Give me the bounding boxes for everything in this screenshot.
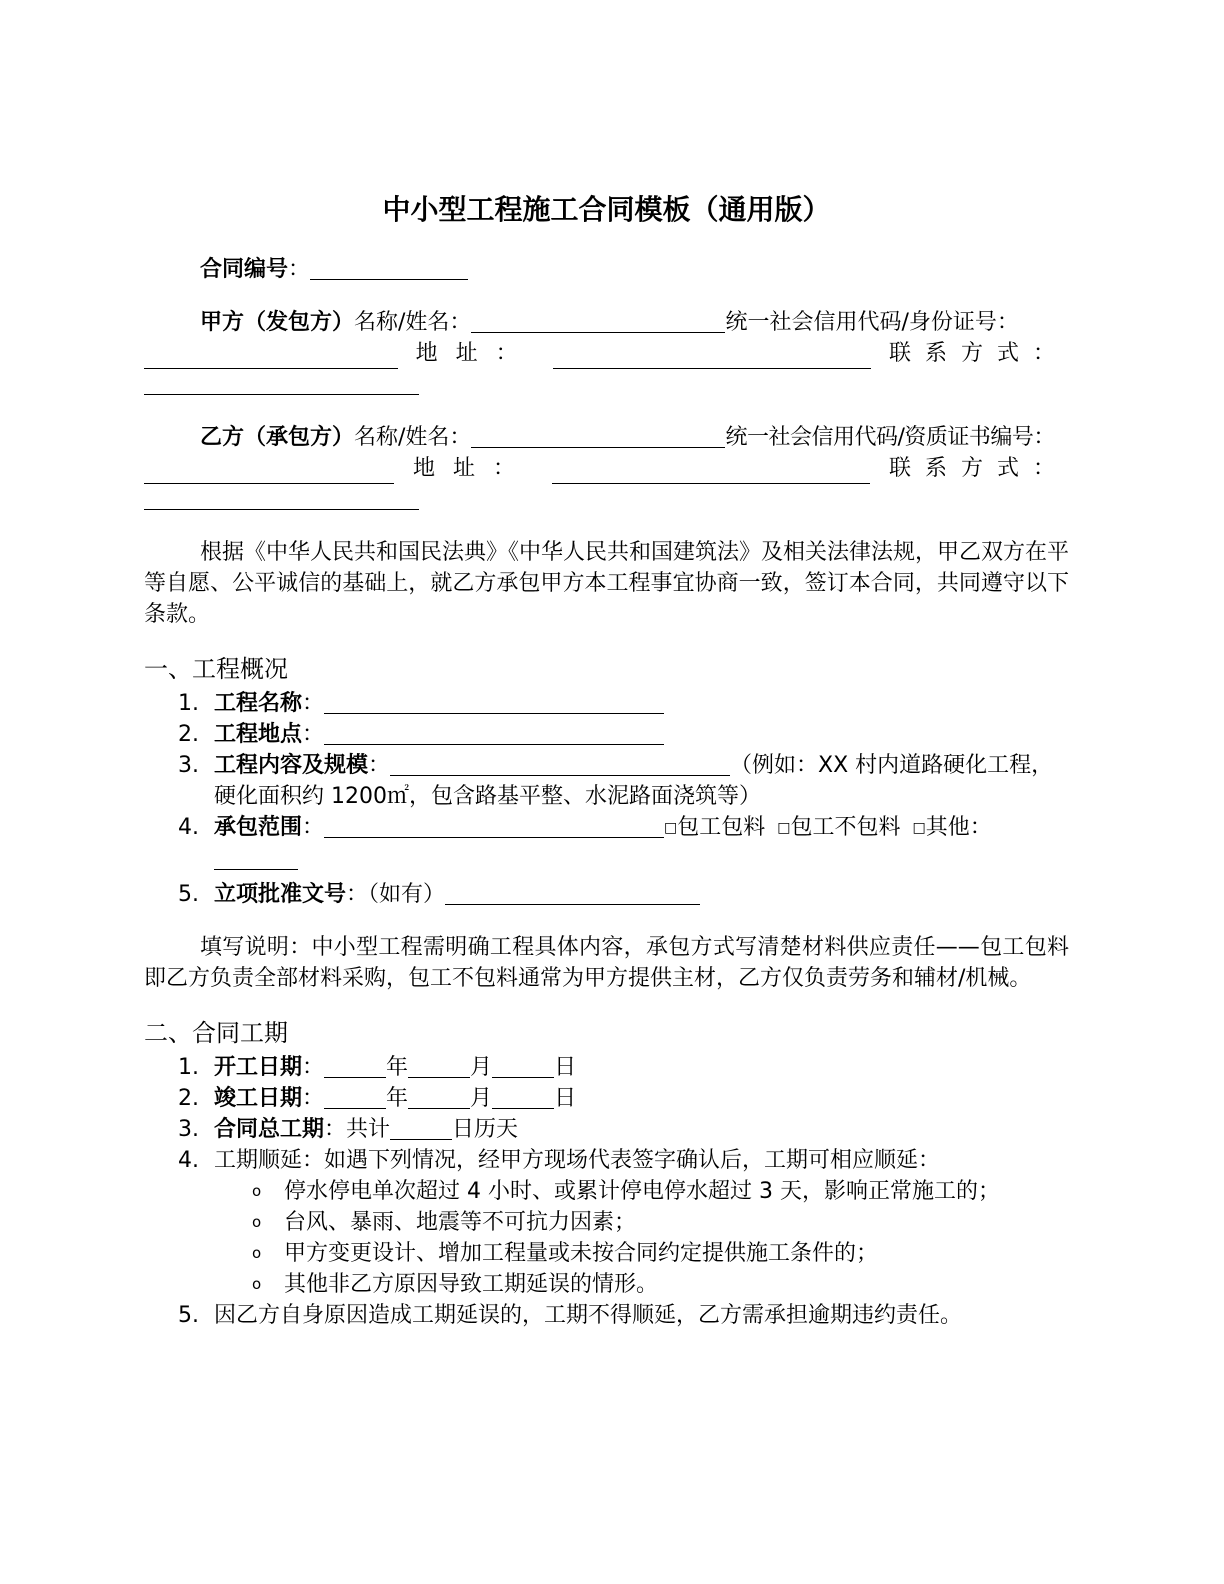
section-2-list <box>144 1052 1069 1176</box>
party-a-name-blank[interactable] <box>471 310 725 333</box>
list-item: 5. 立项批准文号：（如有） <box>144 879 1069 910</box>
list-item: 3. 合同总工期：共计 日历天 <box>178 1117 519 1142</box>
start-year-blank[interactable] <box>324 1055 386 1078</box>
party-a-line-3 <box>144 369 1069 400</box>
preamble-paragraph: 根据《中华人民共和国民法典》《中华人民共和国建筑法》及相关法律法规，甲乙双方在平等自愿、公平诚信的基础上，就乙方承包甲方本工程事宜协商一致，签订本合同，共同遵守以下条款。 <box>144 540 1070 627</box>
contract-number-blank[interactable] <box>310 257 468 280</box>
start-day-blank[interactable] <box>492 1055 554 1078</box>
start-month-blank[interactable] <box>408 1055 470 1078</box>
list-item: 4. 工期顺延：如遇下列情况，经甲方现场代表签字确认后，工期可相应顺延： <box>178 1148 941 1173</box>
checkbox-icon[interactable]: □ <box>777 820 791 836</box>
contract-page <box>144 190 1069 1331</box>
list-item: 1. 工程名称： <box>144 688 1069 719</box>
extension-sublist <box>144 1176 1069 1300</box>
list-item: 2. 工程地点： <box>144 719 1069 750</box>
end-day-blank[interactable] <box>492 1086 554 1109</box>
project-scope-blank[interactable] <box>390 753 730 776</box>
list-item: o 停水停电单次超过 4 小时、或累计停电停水超过 3 天，影响正常施工的； <box>252 1179 1000 1204</box>
party-b-line-1: 乙方（承包方）名称/姓名： 统一社会信用代码/资质证书编号： <box>200 425 1055 450</box>
party-b-id-blank[interactable] <box>144 461 394 484</box>
party-a-address-blank[interactable] <box>553 346 871 369</box>
contract-scope-blank[interactable] <box>324 815 664 838</box>
instruction-paragraph: 填写说明：中小型工程需明确工程具体内容，承包方式写清楚材料供应责任——包工包料即乙方负责全部材料采购，包工不包料通常为甲方提供主材，乙方仅负责劳务和辅材/机械。 <box>144 935 1069 991</box>
party-b-block <box>144 422 1069 515</box>
checkbox-icon[interactable]: □ <box>912 820 926 836</box>
list-item: o 甲方变更设计、增加工程量或未按合同约定提供施工条件的； <box>252 1241 879 1266</box>
contract-number-label: 合同编号 <box>200 257 289 282</box>
party-b-label: 乙方（承包方） <box>200 425 355 450</box>
party-b-line-2: 地址： 联系方式： <box>144 453 1069 484</box>
list-item: o 其他非乙方原因导致工期延误的情形。 <box>252 1272 659 1297</box>
section-1-heading: 一、工程概况 <box>144 655 288 683</box>
end-month-blank[interactable] <box>408 1086 470 1109</box>
party-a-block <box>144 307 1069 400</box>
party-b-address-blank[interactable] <box>552 461 870 484</box>
project-name-blank[interactable] <box>324 691 664 714</box>
list-item: 5. 因乙方自身原因造成工期延误的，工期不得顺延，乙方需承担逾期违约责任。 <box>178 1303 963 1328</box>
checkbox-icon[interactable]: □ <box>664 820 678 836</box>
list-item: 2. 竣工日期： 年 月 日 <box>178 1086 577 1111</box>
party-a-label: 甲方（发包方） <box>200 310 355 335</box>
project-location-blank[interactable] <box>324 722 664 745</box>
list-item: 4. 承包范围： □包工包料 □包工不包料 □其他： <box>144 812 1069 875</box>
party-a-id-blank[interactable] <box>144 346 398 369</box>
party-a-line-2: 地址： 联系方式： <box>144 338 1069 369</box>
party-a-contact-blank[interactable] <box>144 372 419 395</box>
other-scope-blank[interactable] <box>214 847 298 870</box>
list-item: o 台风、暴雨、地震等不可抗力因素； <box>252 1210 637 1235</box>
section-2-heading: 二、合同工期 <box>144 1019 288 1047</box>
party-b-line-3 <box>144 484 1069 515</box>
party-a-line-1: 甲方（发包方）名称/姓名： 统一社会信用代码/身份证号： <box>200 310 1019 335</box>
approval-number-blank[interactable] <box>445 882 700 905</box>
section-2-list-cont <box>144 1300 1069 1331</box>
document-title: 中小型工程施工合同模板（通用版） <box>382 193 831 226</box>
list-item: 3. 工程内容及规模： （例如：XX 村内道路硬化工程，硬化面积约 1200㎡，包含路基平整、水泥路面浇筑等） <box>178 753 1054 809</box>
list-item: 1. 开工日期： 年 月 日 <box>178 1055 577 1080</box>
end-year-blank[interactable] <box>324 1086 386 1109</box>
total-days-blank[interactable] <box>390 1117 452 1140</box>
contract-number-line: 合同编号： <box>144 254 1069 285</box>
section-1-list <box>144 688 1069 910</box>
party-b-contact-blank[interactable] <box>144 487 419 510</box>
party-b-name-blank[interactable] <box>471 425 725 448</box>
